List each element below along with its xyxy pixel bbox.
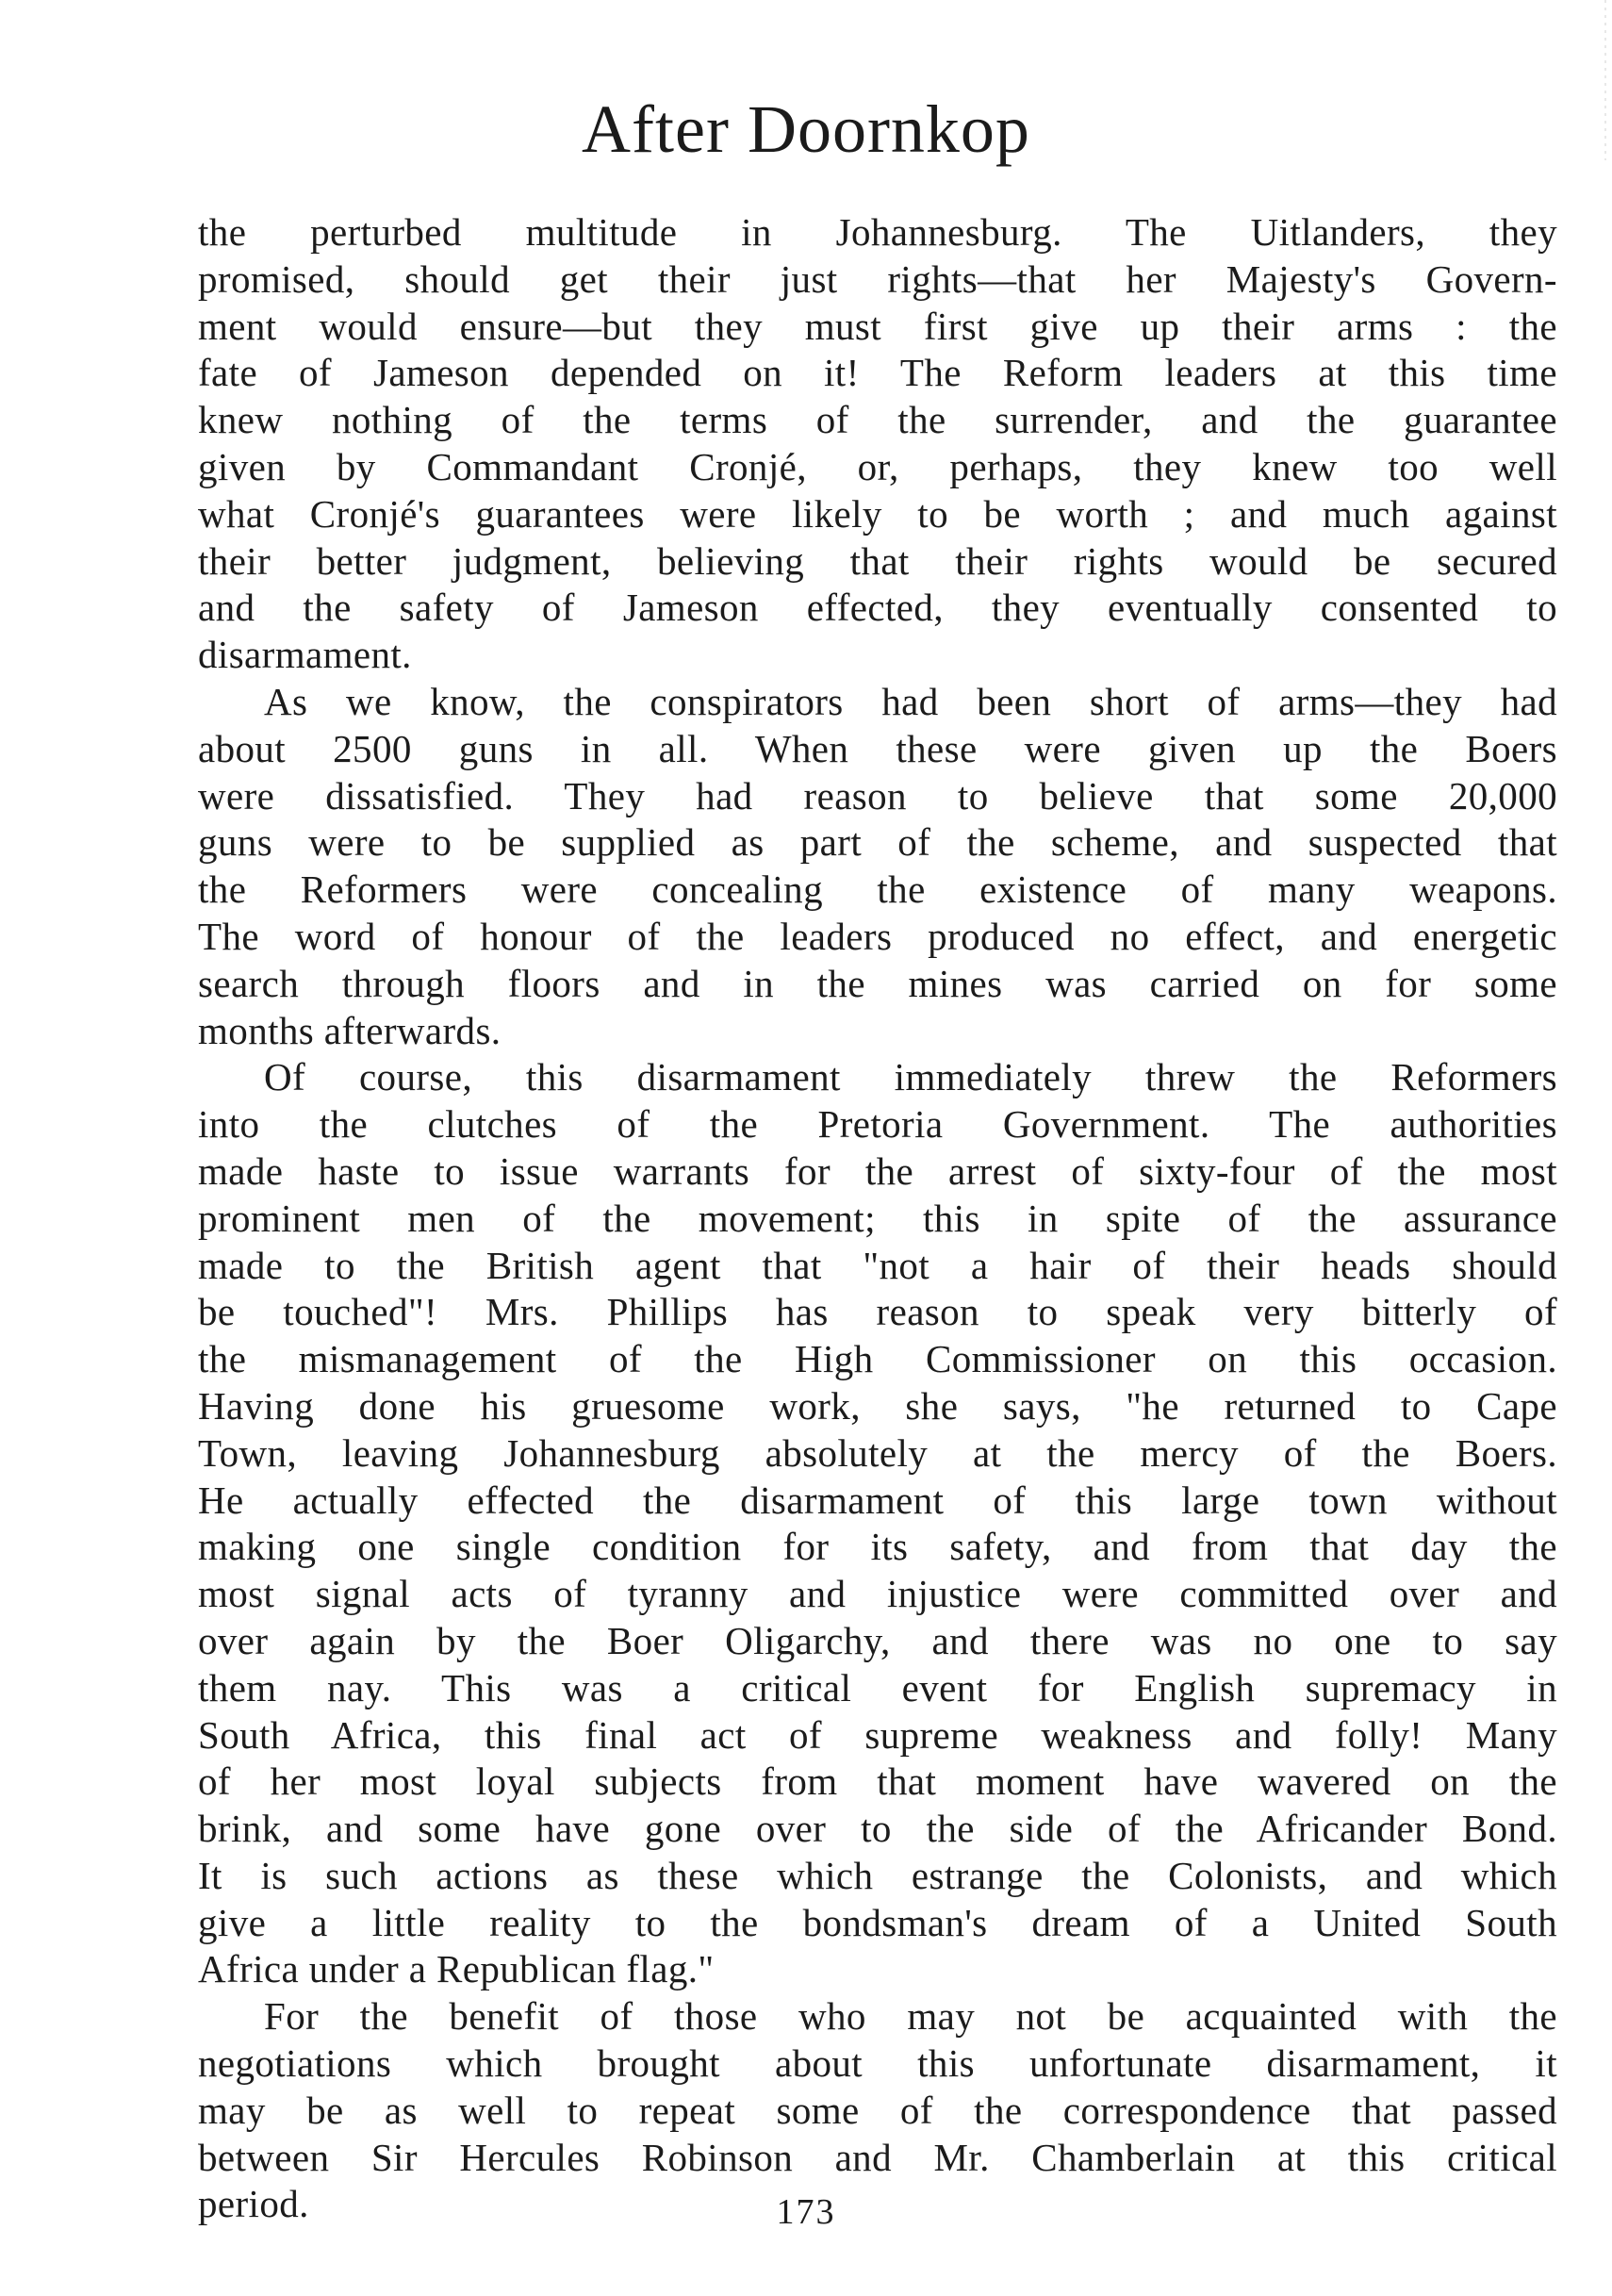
text-line: knew nothing of the terms of the surrender, and the guarantee (198, 398, 1557, 442)
text-line: give a little reality to the bondsman's dream of a United South (198, 1900, 1557, 1944)
text-line: into the clutches of the Pretoria Government. The authorities (198, 1102, 1557, 1147)
text-line: guns were to be supplied as part of the scheme, and suspected that (198, 820, 1557, 865)
text-line: prominent men of the movement; this in spite of the assurance (198, 1196, 1557, 1240)
text-line: given by Commandant Cronjé, or, perhaps, they knew too well (198, 444, 1557, 488)
text-line: negotiations which brought about this unfortunate disarmament, it (198, 2041, 1557, 2086)
text-line: what Cronjé's guarantees were likely to be worth ; and much against (198, 491, 1557, 536)
text-line: For the benefit of those who may not be acquainted with the (264, 1994, 1557, 2039)
text-line: ment would ensure—but they must first give up their arms : the (198, 304, 1557, 348)
text-line: and the safety of Jameson effected, they eventually consented to (198, 586, 1557, 630)
text-line: Having done his gruesome work, she says, "he returned to Cape (198, 1383, 1557, 1428)
text-line: months afterwards. (198, 1008, 502, 1052)
text-line: It is such actions as these which estrange the Colonists, and which (198, 1853, 1557, 1897)
text-line: search through floors and in the mines was carried on for some (198, 961, 1557, 1005)
paragraph (198, 679, 1557, 1054)
text-line: period. (198, 2182, 309, 2226)
text-line: over again by the Boer Oligarchy, and there was no one to say (198, 1618, 1557, 1662)
text-line: disarmament. (198, 633, 412, 677)
text-line: made haste to issue warrants for the arrest of sixty-four of the most (198, 1148, 1557, 1193)
text-line: Africa under a Republican flag." (198, 1947, 715, 1991)
text-line: of her most loyal subjects from that moment have wavered on the (198, 1759, 1557, 1804)
text-line: South Africa, this final act of supreme weakness and folly! Many (198, 1712, 1557, 1757)
text-line: fate of Jameson depended on it! The Reform leaders at this time (198, 351, 1557, 395)
text-line: the mismanagement of the High Commissioner on this occasion. (198, 1337, 1557, 1381)
text-line: were dissatisfied. They had reason to believe that some 20,000 (198, 773, 1557, 818)
text-line: be touched"! Mrs. Phillips has reason to speak very bitterly of (198, 1290, 1557, 1334)
running-head: After Doornkop (582, 91, 1030, 167)
text-line: their better judgment, believing that their rights would be secured (198, 538, 1557, 583)
body-text (198, 209, 1557, 2228)
text-line: made to the British agent that "not a hair of their heads should (198, 1243, 1557, 1287)
text-line: He actually effected the disarmament of this large town without (198, 1478, 1557, 1522)
text-line: about 2500 guns in all. When these were given up the Boers (198, 726, 1557, 770)
text-line: may be as well to repeat some of the correspondence that passed (198, 2088, 1557, 2132)
text-line: making one single condition for its safety, and from that day the (198, 1525, 1557, 1569)
text-line: promised, should get their just rights—that her Majesty's Govern- (198, 256, 1557, 301)
text-line: them nay. This was a critical event for English supremacy in (198, 1665, 1557, 1710)
paragraph (198, 1054, 1557, 1993)
page-number: 173 (776, 2192, 836, 2232)
text-line: the perturbed multitude in Johannesburg. The Uitlanders, they (198, 210, 1557, 254)
text-line: Of course, this disarmament immediately threw the Reformers (264, 1055, 1557, 1099)
text-line: the Reformers were concealing the existence of many weapons. (198, 867, 1557, 912)
text-line: As we know, the conspirators had been short of arms—they had (264, 679, 1557, 723)
text-line: Town, leaving Johannesburg absolutely at the mercy of the Boers. (198, 1430, 1557, 1475)
text-line: most signal acts of tyranny and injustice were committed over and (198, 1572, 1557, 1616)
text-line: brink, and some have gone over to the side of the Africander Bond. (198, 1807, 1557, 1851)
text-line: The word of honour of the leaders produced no effect, and energetic (198, 914, 1557, 958)
text-line: between Sir Hercules Robinson and Mr. Chamberlain at this critical (198, 2135, 1557, 2179)
paragraph (198, 209, 1557, 679)
